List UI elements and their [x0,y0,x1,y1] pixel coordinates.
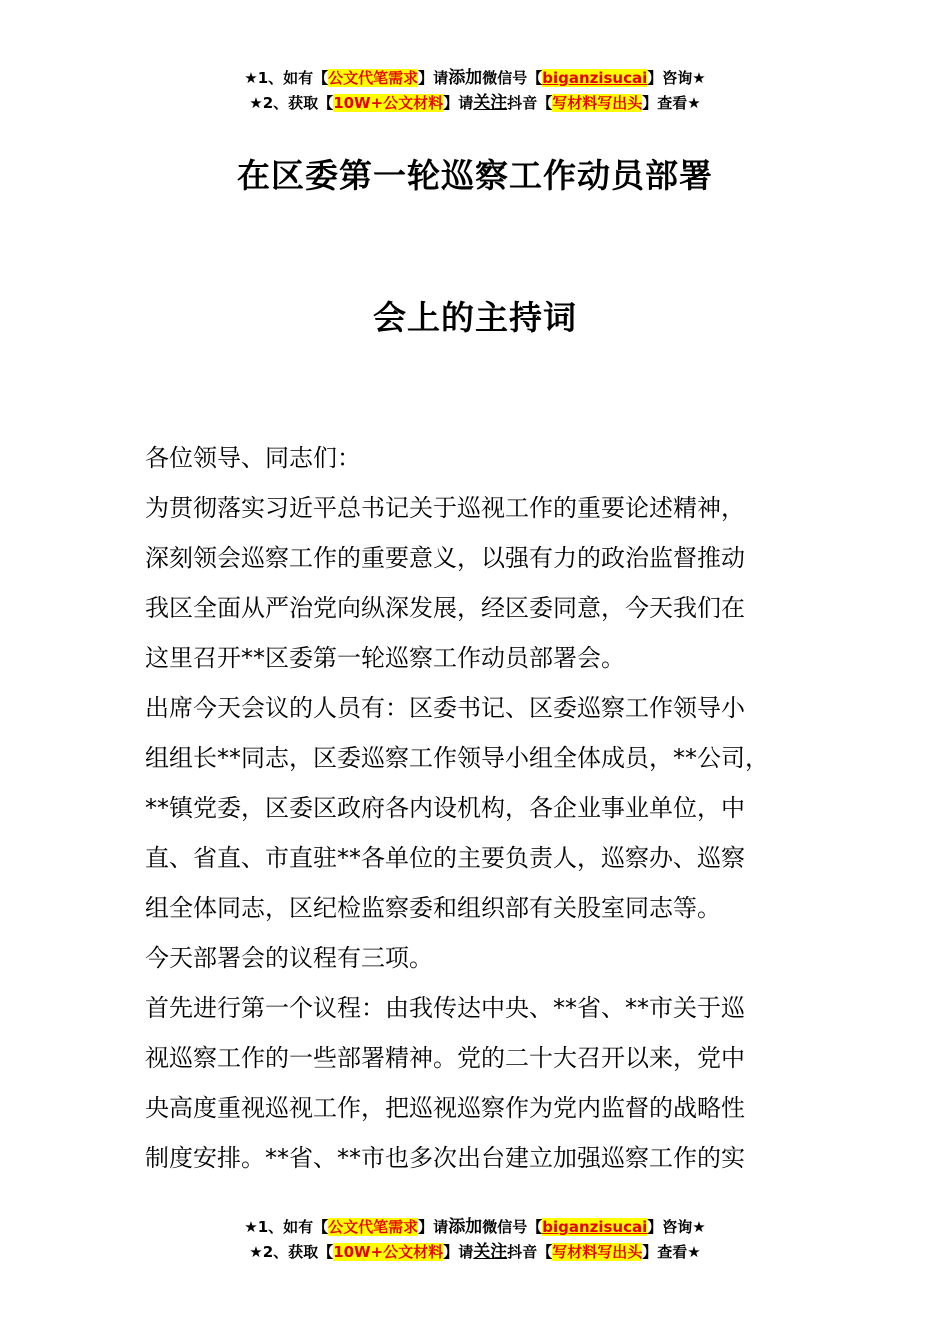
highlight-materials: 10W+公文材料 [333,94,444,112]
body-line: 各位领导、同志们： [145,444,361,472]
body-line: 央高度重视巡视工作，把巡视巡察作为党内监督的战略性 [145,1094,745,1122]
body-line: 出席今天会议的人员有：区委书记、区委巡察工作领导小 [145,694,745,722]
document-body [145,433,835,1183]
body-line: 组组长**同志，区委巡察工作领导小组全体成员，**公司， [145,744,769,772]
body-line: 制度安排。**省、**市也多次出台建立加强巡察工作的实 [145,1144,745,1172]
highlight-douyin: 写材料写出头 [552,94,643,112]
body-line: 首先进行第一个议程：由我传达中央、**省、**市关于巡 [145,994,745,1022]
body-line: 我区全面从严治党向纵深发展，经区委同意，今天我们在 [145,594,745,622]
banner-emphasis: 添加 [448,1217,483,1237]
body-line: 直、省直、市直驻**各单位的主要负责人，巡察办、巡察 [145,844,745,872]
highlight-service: 公文代笔需求 [328,1218,419,1236]
highlight-service: 公文代笔需求 [328,69,419,87]
banner-text: ★1、如有【 [244,69,329,87]
body-line: 这里召开**区委第一轮巡察工作动员部署会。 [145,644,625,672]
banner-line-1 [0,66,950,91]
banner-line-2 [0,1240,950,1265]
banner-text: 】请 [443,94,474,112]
banner-line-2 [0,91,950,116]
highlight-douyin: 写材料写出头 [552,1243,643,1261]
banner-emphasis: 关注 [473,93,508,113]
footer-banner [0,1215,950,1265]
body-line: 为贯彻落实习近平总书记关于巡视工作的重要论述精神， [145,494,745,522]
header-banner [0,66,950,116]
highlight-wechat-id: biganzisucai [542,1218,648,1236]
banner-text: 微信号【 [482,1218,543,1236]
banner-line-1 [0,1215,950,1240]
body-line: **镇党委，区委区政府各内设机构，各企业事业单位，中 [145,794,745,822]
document-title-line-2: 会上的主持词 [373,298,577,337]
body-line: 深刻领会巡察工作的重要意义，以强有力的政治监督推动 [145,544,745,572]
highlight-materials: 10W+公文材料 [333,1243,444,1261]
body-line: 组全体同志，区纪检监察委和组织部有关股室同志等。 [145,894,721,922]
body-line: 今天部署会的议程有三项。 [145,944,433,972]
banner-text: 】咨询★ [647,1218,706,1236]
banner-emphasis: 关注 [473,1242,508,1262]
banner-text: 】请 [418,69,449,87]
banner-emphasis: 添加 [448,68,483,88]
banner-text: 抖音【 [507,94,553,112]
banner-text: ★2、获取【 [249,1243,334,1261]
banner-text: ★2、获取【 [249,94,334,112]
document-title-line-1: 在区委第一轮巡察工作动员部署 [237,156,713,195]
banner-text: 】查看★ [642,94,701,112]
body-line: 视巡察工作的一些部署精神。党的二十大召开以来，党中 [145,1044,745,1072]
banner-text: ★1、如有【 [244,1218,329,1236]
banner-text: 】请 [443,1243,474,1261]
banner-text: 】咨询★ [647,69,706,87]
banner-text: 抖音【 [507,1243,553,1261]
banner-text: 】查看★ [642,1243,701,1261]
highlight-wechat-id: biganzisucai [542,69,648,87]
banner-text: 】请 [418,1218,449,1236]
banner-text: 微信号【 [482,69,543,87]
